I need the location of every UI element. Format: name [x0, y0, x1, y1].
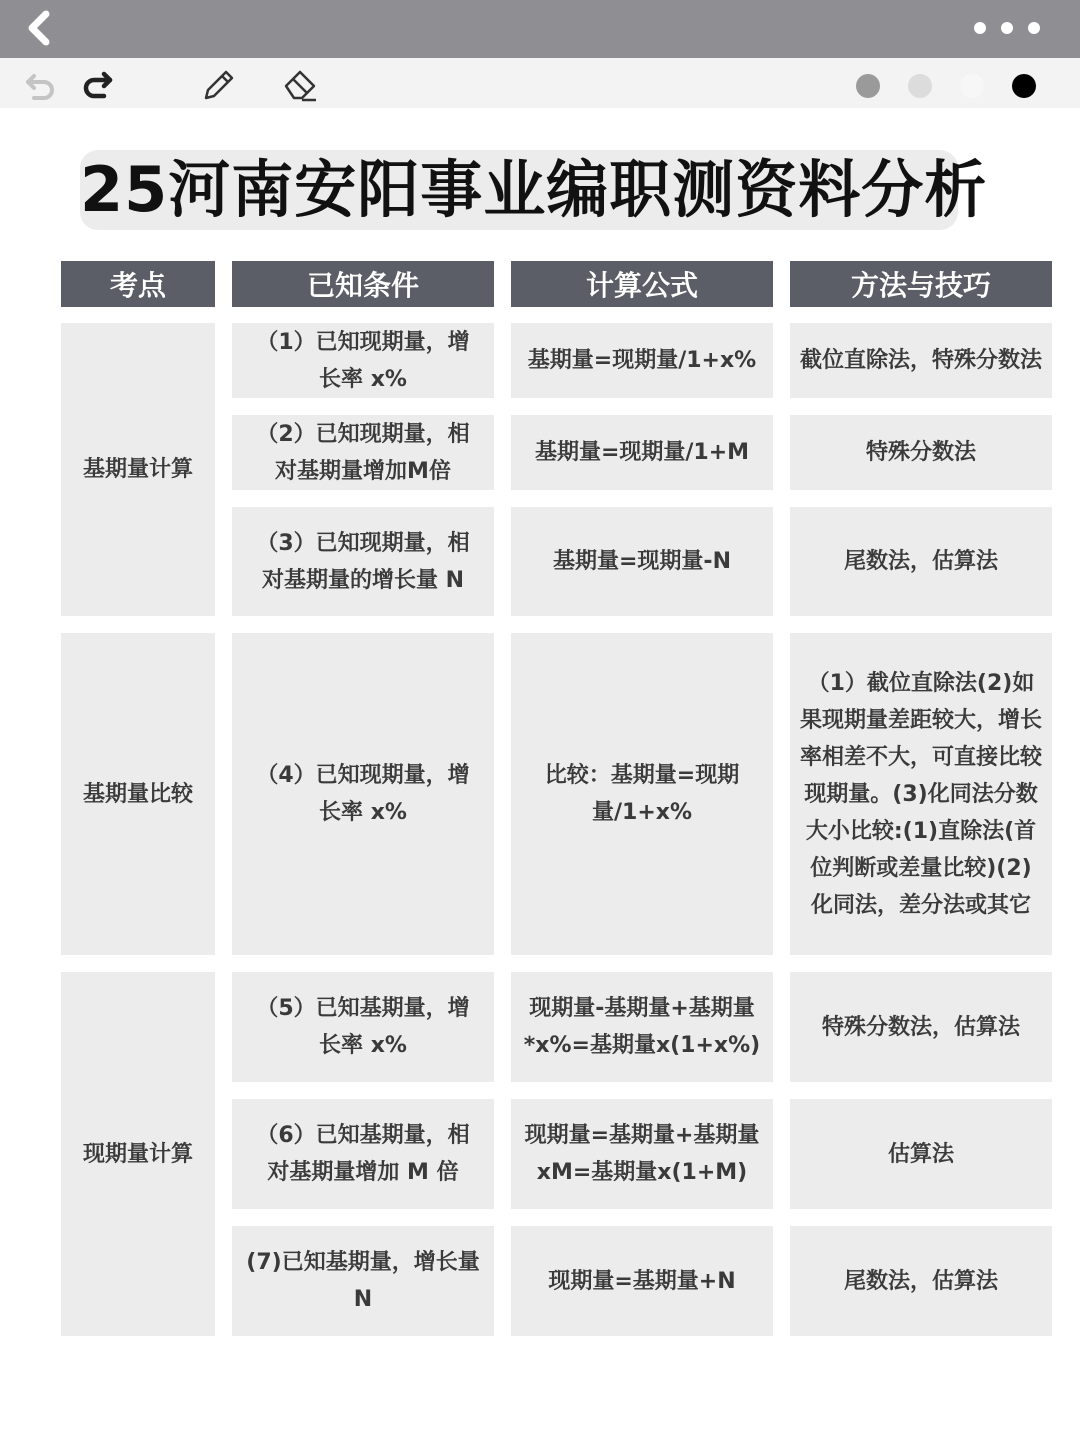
- group-base-compare: 基期量比较: [61, 633, 215, 955]
- condition-cell: （2）已知现期量，相对基期量增加M倍: [232, 415, 494, 490]
- back-button[interactable]: [18, 8, 62, 48]
- color-swatch-black[interactable]: [1012, 74, 1036, 98]
- header-formula: 计算公式: [511, 261, 773, 307]
- chevron-left-icon: [18, 8, 62, 48]
- method-cell: 特殊分数法: [790, 415, 1052, 490]
- formula-cell: 现期量-基期量+基期量*x%=基期量x(1+x%): [511, 972, 773, 1082]
- method-cell: （1）截位直除法(2)如果现期量差距较大，增长率相差不大，可直接比较现期量。(3)化同法分数大小比较:(1)直除法(首位判断或差量比较)(2)化同法，差分法或其它: [790, 633, 1052, 955]
- condition-cell: （4）已知现期量，增长率 x%: [232, 633, 494, 955]
- condition-cell: (7)已知基期量，增长量N: [232, 1226, 494, 1336]
- formula-cell: 现期量=基期量+基期量xM=基期量x(1+M): [511, 1099, 773, 1209]
- color-swatch-light-gray[interactable]: [908, 74, 932, 98]
- group-base-calc: 基期量计算: [61, 323, 215, 616]
- condition-cell: （3）已知现期量，相对基期量的增长量 N: [232, 507, 494, 616]
- formula-cell: 基期量=现期量/1+x%: [511, 323, 773, 398]
- undo-icon: [20, 64, 60, 104]
- method-cell: 估算法: [790, 1099, 1052, 1209]
- condition-cell: （5）已知基期量，增长率 x%: [232, 972, 494, 1082]
- method-cell: 截位直除法，特殊分数法: [790, 323, 1052, 398]
- method-cell: 尾数法，估算法: [790, 507, 1052, 616]
- eraser-tool-button[interactable]: [280, 64, 320, 104]
- formula-cell: 基期量=现期量/1+M: [511, 415, 773, 490]
- header-exam-point: 考点: [61, 261, 215, 307]
- group-current-calc: 现期量计算: [61, 972, 215, 1336]
- condition-cell: （6）已知基期量，相对基期量增加 M 倍: [232, 1099, 494, 1209]
- more-options-button[interactable]: [974, 20, 1040, 36]
- ellipsis-icon: [1001, 22, 1013, 34]
- pencil-icon: [198, 64, 238, 104]
- formula-cell: 基期量=现期量-N: [511, 507, 773, 616]
- undo-button[interactable]: [20, 64, 60, 104]
- color-swatch-gray[interactable]: [856, 74, 880, 98]
- redo-button[interactable]: [78, 64, 118, 104]
- eraser-icon: [280, 64, 320, 104]
- header-method: 方法与技巧: [790, 261, 1052, 307]
- method-cell: 特殊分数法，估算法: [790, 972, 1052, 1082]
- page-title: 25河南安阳事业编职测资料分析: [80, 153, 988, 226]
- formula-cell: 比较：基期量=现期量/1+x%: [511, 633, 773, 955]
- title-banner: [80, 150, 988, 230]
- redo-icon: [78, 64, 118, 104]
- ellipsis-icon: [974, 22, 986, 34]
- pencil-tool-button[interactable]: [198, 64, 238, 104]
- formula-cell: 现期量=基期量+N: [511, 1226, 773, 1336]
- method-cell: 尾数法，估算法: [790, 1226, 1052, 1336]
- ellipsis-icon: [1028, 22, 1040, 34]
- color-swatch-white[interactable]: [960, 74, 984, 98]
- condition-cell: （1）已知现期量，增长率 x%: [232, 323, 494, 398]
- header-known-condition: 已知条件: [232, 261, 494, 307]
- top-nav-bar: [0, 0, 1080, 58]
